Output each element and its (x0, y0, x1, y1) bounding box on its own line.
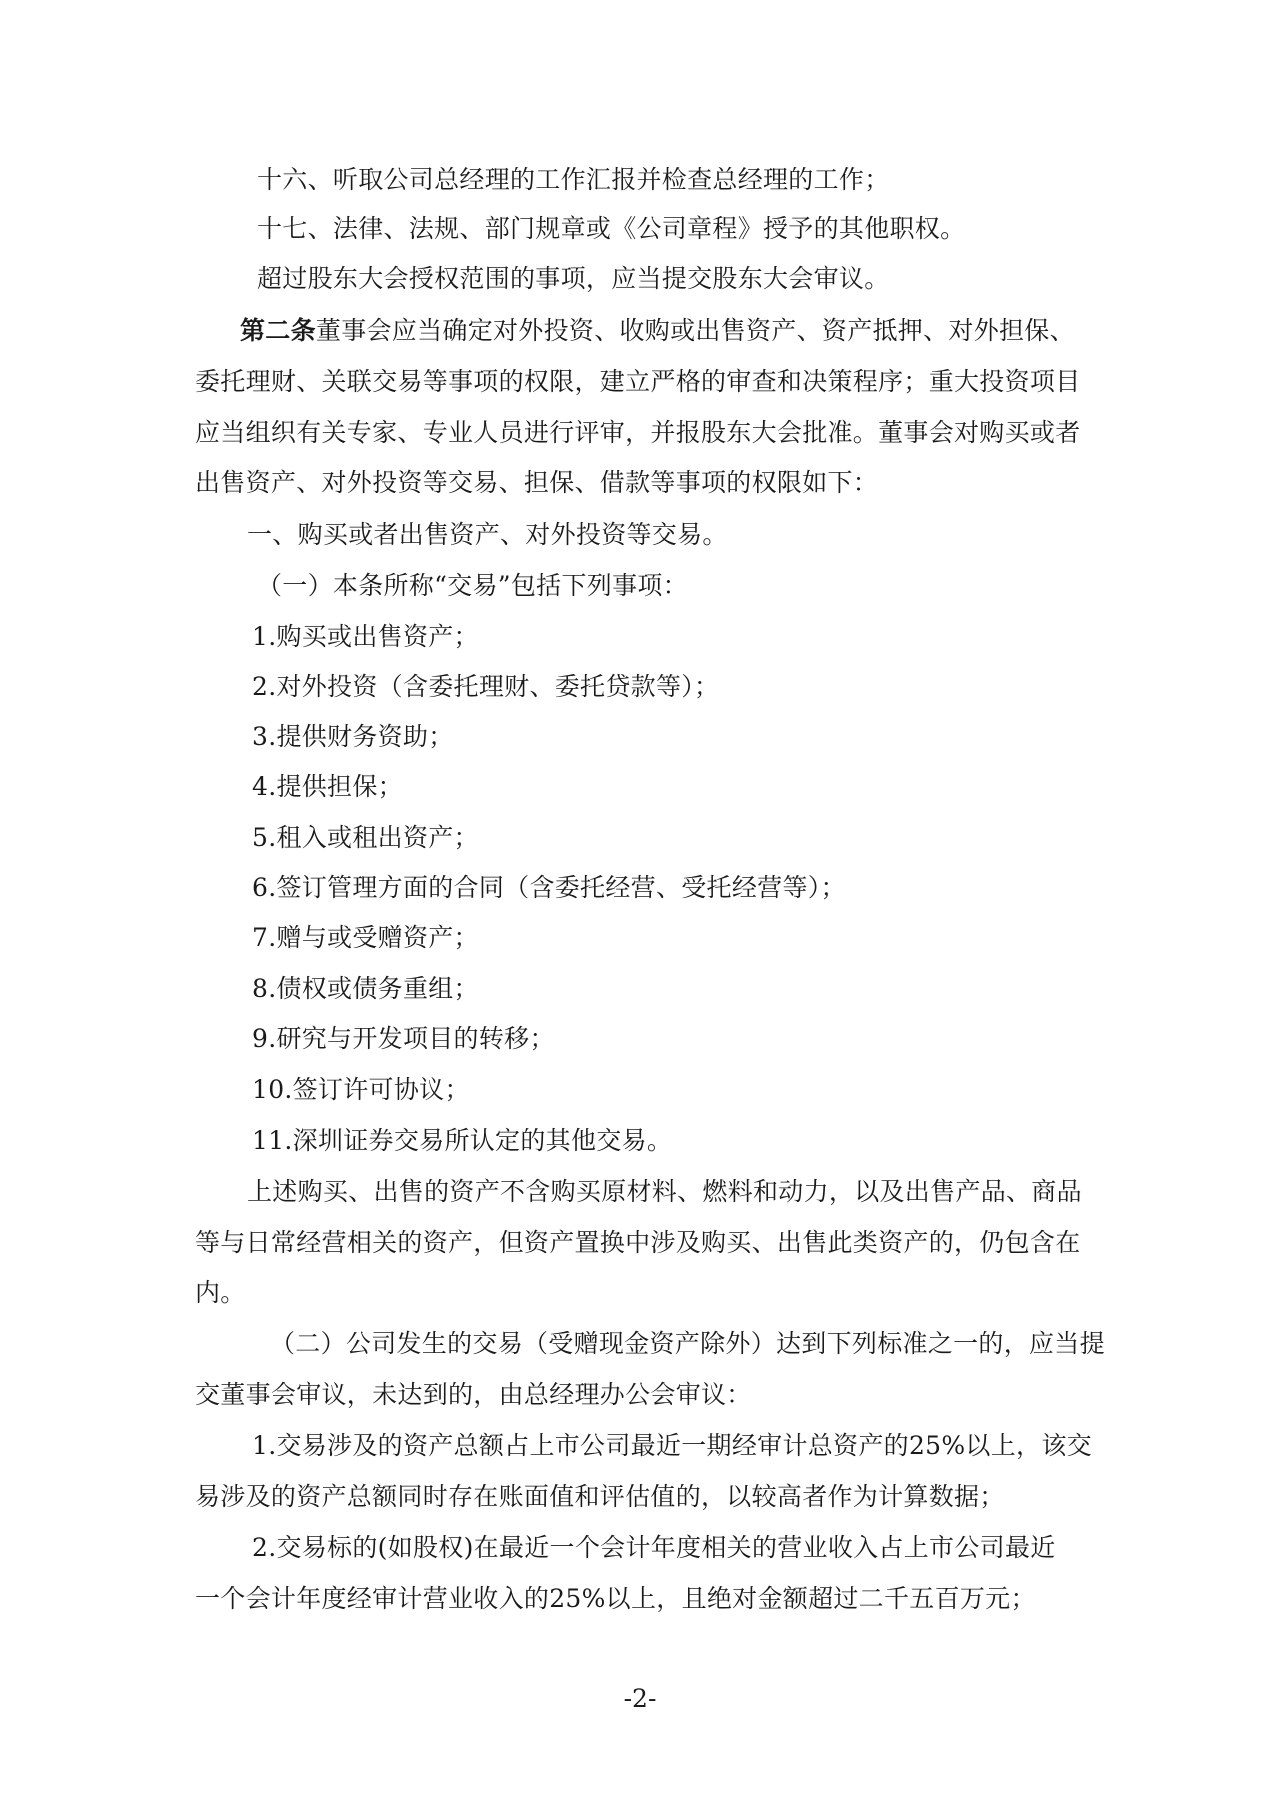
paragraph-line: 易涉及的资产总额同时存在账面值和评估值的，以较高者作为计算数据； (195, 1482, 1005, 1511)
list-item: 5.租入或租出资产； (252, 823, 479, 852)
paragraph-line: 2.交易标的(如股权)在最近一个会计年度相关的营业收入占上市公司最近 (252, 1533, 1056, 1562)
section-title: 一、购买或者出售资产、对外投资等交易。 (247, 520, 728, 549)
paragraph-line: 内。 (195, 1278, 246, 1307)
page-number: -2- (623, 1684, 657, 1713)
article-2-first-line (240, 315, 1075, 347)
paragraph-line: 十六、听取公司总经理的工作汇报并检查总经理的工作； (257, 165, 890, 194)
paragraph-line: 超过股东大会授权范围的事项，应当提交股东大会审议。 (257, 264, 890, 293)
paragraph-line: 1.交易涉及的资产总额占上市公司最近一期经审计总资产的25%以上，该交 (252, 1431, 1092, 1460)
list-item: 2.对外投资（含委托理财、委托贷款等）； (252, 672, 720, 701)
list-item: 10.签订许可协议； (252, 1075, 470, 1104)
paragraph-line: （二）公司发生的交易（受赠现金资产除外）达到下列标准之一的，应当提 (270, 1329, 1105, 1358)
list-item: 4.提供担保； (252, 772, 403, 801)
list-item: 11.深圳证券交易所认定的其他交易。 (252, 1126, 673, 1155)
list-item: 9.研究与开发项目的转移； (252, 1024, 555, 1053)
list-item: 6.签订管理方面的合同（含委托经营、受托经营等）； (252, 873, 846, 902)
list-item: 8.债权或债务重组； (252, 974, 479, 1003)
paragraph-line: 一个会计年度经审计营业收入的25%以上，且绝对金额超过二千五百万元； (195, 1584, 1036, 1613)
list-item: 7.赠与或受赠资产； (252, 923, 479, 952)
paragraph-line: 应当组织有关专家、专业人员进行评审，并报股东大会批准。董事会对购买或者 (195, 418, 1081, 447)
paragraph-line: 等与日常经营相关的资产，但资产置换中涉及购买、出售此类资产的，仍包含在 (195, 1228, 1081, 1257)
list-item: 1.购买或出售资产； (252, 622, 479, 651)
paragraph-line: 出售资产、对外投资等交易、担保、借款等事项的权限如下： (195, 468, 879, 497)
paragraph-line: 委托理财、关联交易等事项的权限，建立严格的审查和决策程序；重大投资项目 (195, 367, 1081, 396)
article-text: 董事会应当确定对外投资、收购或出售资产、资产抵押、对外担保、 (315, 316, 1075, 345)
paragraph-line: 十七、法律、法规、部门规章或《公司章程》授予的其他职权。 (257, 214, 966, 243)
list-item: 3.提供财务资助； (252, 722, 454, 751)
paragraph-line: 上述购买、出售的资产不含购买原材料、燃料和动力，以及出售产品、商品 (247, 1177, 1082, 1206)
paragraph-line: 交董事会审议，未达到的，由总经理办公会审议： (195, 1380, 752, 1409)
subsection-title: （一）本条所称“交易”包括下列事项： (257, 571, 688, 600)
article-label: 第二条 (240, 316, 316, 345)
